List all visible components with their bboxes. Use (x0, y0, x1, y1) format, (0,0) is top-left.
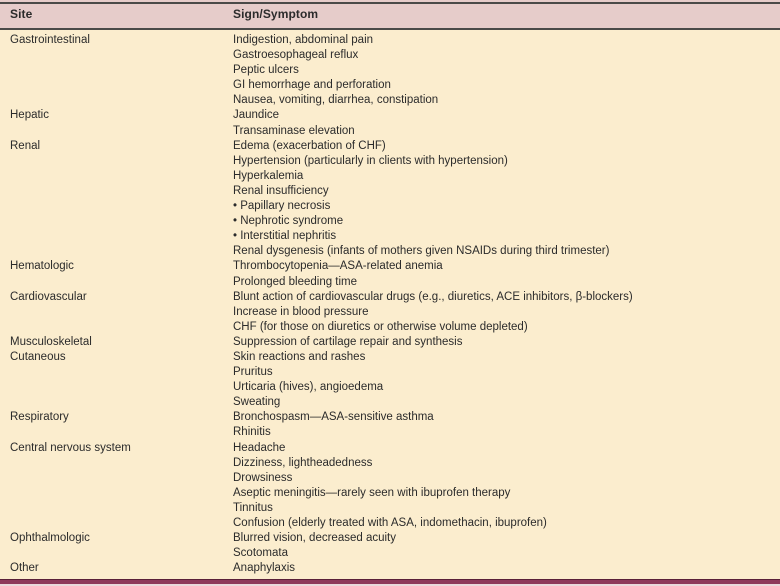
symptom-line: Increase in blood pressure (233, 305, 369, 318)
table-body (0, 30, 780, 579)
symptom-line: Suppression of cartilage repair and synthesis (233, 335, 463, 348)
symptom-cell (233, 139, 780, 260)
symptom-cell (233, 33, 780, 108)
symptom-line: Urticaria (hives), angioedema (233, 381, 384, 394)
table-row (0, 290, 780, 335)
symptom-line: Drowsiness (233, 471, 293, 484)
symptom-cell (233, 259, 780, 289)
symptom-line: CHF (for those on diuretics or otherwise volume depleted) (233, 320, 528, 333)
symptom-line: Renal dysgenesis (infants of mothers given NSAIDs during third trimester) (233, 245, 610, 258)
table-row (0, 259, 780, 289)
table-row (0, 410, 780, 440)
table-row (0, 441, 780, 532)
symptom-line: Dizziness, lightheadedness (233, 456, 373, 469)
symptom-line: • Papillary necrosis (233, 200, 331, 213)
site-cell: Hepatic (10, 109, 49, 122)
site-cell: Cardiovascular (10, 290, 87, 303)
symptom-cell (233, 350, 780, 410)
table-header-row (0, 0, 780, 30)
site-cell: Central nervous system (10, 441, 131, 454)
symptom-line: Rhinitis (233, 426, 271, 439)
table-top-rule (0, 2, 780, 4)
symptom-line: Aseptic meningitis—rarely seen with ibuprofen therapy (233, 486, 511, 499)
symptom-cell (233, 561, 780, 576)
symptom-line: Anaphylaxis (233, 562, 296, 575)
symptom-cell (233, 290, 780, 335)
symptom-line: Scotomata (233, 547, 288, 560)
table-row (0, 350, 780, 410)
symptom-cell (233, 531, 780, 561)
symptom-line: Blurred vision, decreased acuity (233, 532, 396, 545)
column-header-sign-symptom: Sign/Symptom (233, 7, 319, 21)
symptom-line: Bronchospasm—ASA-sensitive asthma (233, 411, 434, 424)
table-row (0, 335, 780, 350)
symptom-line: Hyperkalemia (233, 169, 304, 182)
symptom-line: • Nephrotic syndrome (233, 215, 344, 228)
symptom-line: Nausea, vomiting, diarrhea, constipation (233, 94, 439, 107)
symptom-line: Edema (exacerbation of CHF) (233, 139, 386, 152)
table-row (0, 531, 780, 561)
symptom-line: Transaminase elevation (233, 124, 355, 137)
table-row (0, 33, 780, 108)
site-cell: Respiratory (10, 411, 69, 424)
symptom-line: Thrombocytopenia—ASA-related anemia (233, 260, 443, 273)
symptom-cell (233, 410, 780, 440)
symptom-line: Renal insufficiency (233, 184, 329, 197)
table-row (0, 139, 780, 260)
table-row (0, 561, 780, 576)
table-bottom-rule (0, 579, 780, 586)
symptom-line: Tinnitus (233, 501, 273, 514)
symptom-line: • Interstitial nephritis (233, 230, 337, 243)
symptom-cell (233, 108, 780, 138)
site-cell: Other (10, 562, 39, 575)
symptom-line: Jaundice (233, 109, 280, 122)
site-cell: Gastrointestinal (10, 34, 90, 46)
symptom-cell (233, 441, 780, 532)
symptom-line: Sweating (233, 396, 281, 409)
table-row (0, 108, 780, 138)
symptom-line: GI hemorrhage and perforation (233, 79, 391, 92)
symptom-line: Skin reactions and rashes (233, 350, 366, 363)
symptom-line: Gastroesophageal reflux (233, 49, 359, 62)
symptom-line: Confusion (elderly treated with ASA, indomethacin, ibuprofen) (233, 517, 547, 529)
symptom-line: Indigestion, abdominal pain (233, 34, 374, 46)
symptom-line: Blunt action of cardiovascular drugs (e.g., diuretics, ACE inhibitors, β-blockers) (233, 290, 633, 303)
symptom-line: Pruritus (233, 366, 273, 379)
symptom-line: Prolonged bleeding time (233, 275, 358, 288)
site-cell: Renal (10, 139, 41, 152)
symptom-line: Hypertension (particularly in clients with hypertension) (233, 154, 508, 167)
column-header-site: Site (10, 7, 33, 21)
symptom-cell (233, 335, 780, 350)
symptom-line: Peptic ulcers (233, 64, 299, 77)
site-cell: Cutaneous (10, 350, 66, 363)
site-cell: Hematologic (10, 260, 74, 273)
site-cell: Musculoskeletal (10, 335, 92, 348)
symptom-line: Headache (233, 441, 286, 454)
site-cell: Ophthalmologic (10, 532, 90, 545)
